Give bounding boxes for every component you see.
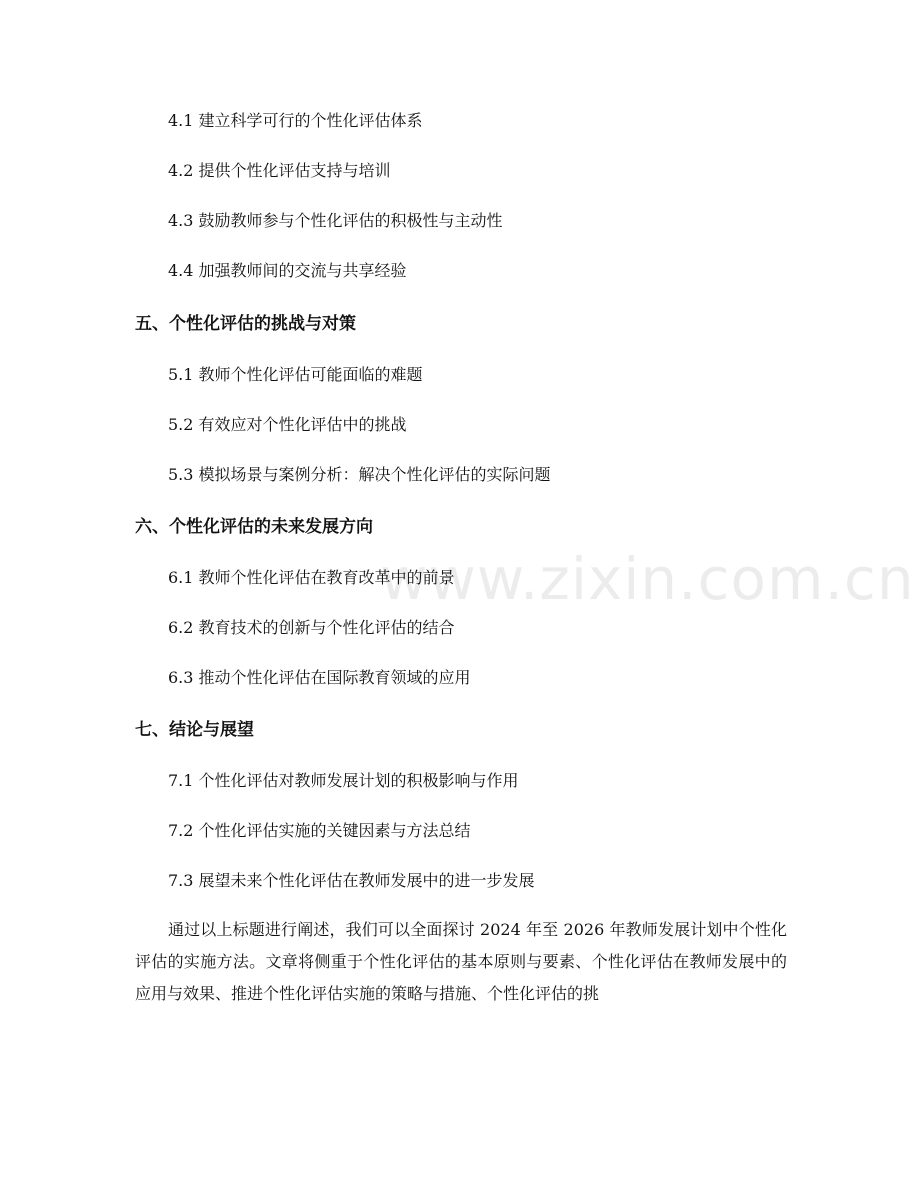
watermark: www.zixin.com.cn [380, 545, 915, 613]
section-heading-5: 五、个性化评估的挑战与对策 [135, 314, 356, 334]
outline-item-6-2: 6.2 教育技术的创新与个性化评估的结合 [168, 618, 455, 637]
section-heading-6: 六、个性化评估的未来发展方向 [135, 517, 373, 537]
outline-item-7-3: 7.3 展望未来个性化评估在教师发展中的进一步发展 [168, 871, 535, 890]
outline-item-4-1: 4.1 建立科学可行的个性化评估体系 [168, 111, 423, 130]
section-heading-7: 七、结论与展望 [135, 720, 254, 740]
outline-item-6-1: 6.1 教师个性化评估在教育改革中的前景 [168, 568, 455, 587]
outline-item-7-2: 7.2 个性化评估实施的关键因素与方法总结 [168, 821, 471, 840]
outline-item-5-2: 5.2 有效应对个性化评估中的挑战 [168, 415, 407, 434]
summary-paragraph: 通过以上标题进行阐述，我们可以全面探讨 2024 年至 2026 年教师发展计划中个性化评估的实施方法。文章将侧重于个性化评估的基本原则与要素、个性化评估在教师发展中的应用与效果、推进个性化评估实施的策略与措施、个性化评估的挑 [135, 920, 787, 1003]
outline-item-6-3: 6.3 推动个性化评估在国际教育领域的应用 [168, 668, 471, 687]
outline-item-5-1: 5.1 教师个性化评估可能面临的难题 [168, 365, 423, 384]
outline-item-4-3: 4.3 鼓励教师参与个性化评估的积极性与主动性 [168, 211, 503, 230]
outline-item-4-2: 4.2 提供个性化评估支持与培训 [168, 161, 391, 180]
outline-item-5-3: 5.3 模拟场景与案例分析：解决个性化评估的实际问题 [168, 465, 551, 484]
outline-item-4-4: 4.4 加强教师间的交流与共享经验 [168, 261, 407, 280]
outline-item-7-1: 7.1 个性化评估对教师发展计划的积极影响与作用 [168, 771, 519, 790]
